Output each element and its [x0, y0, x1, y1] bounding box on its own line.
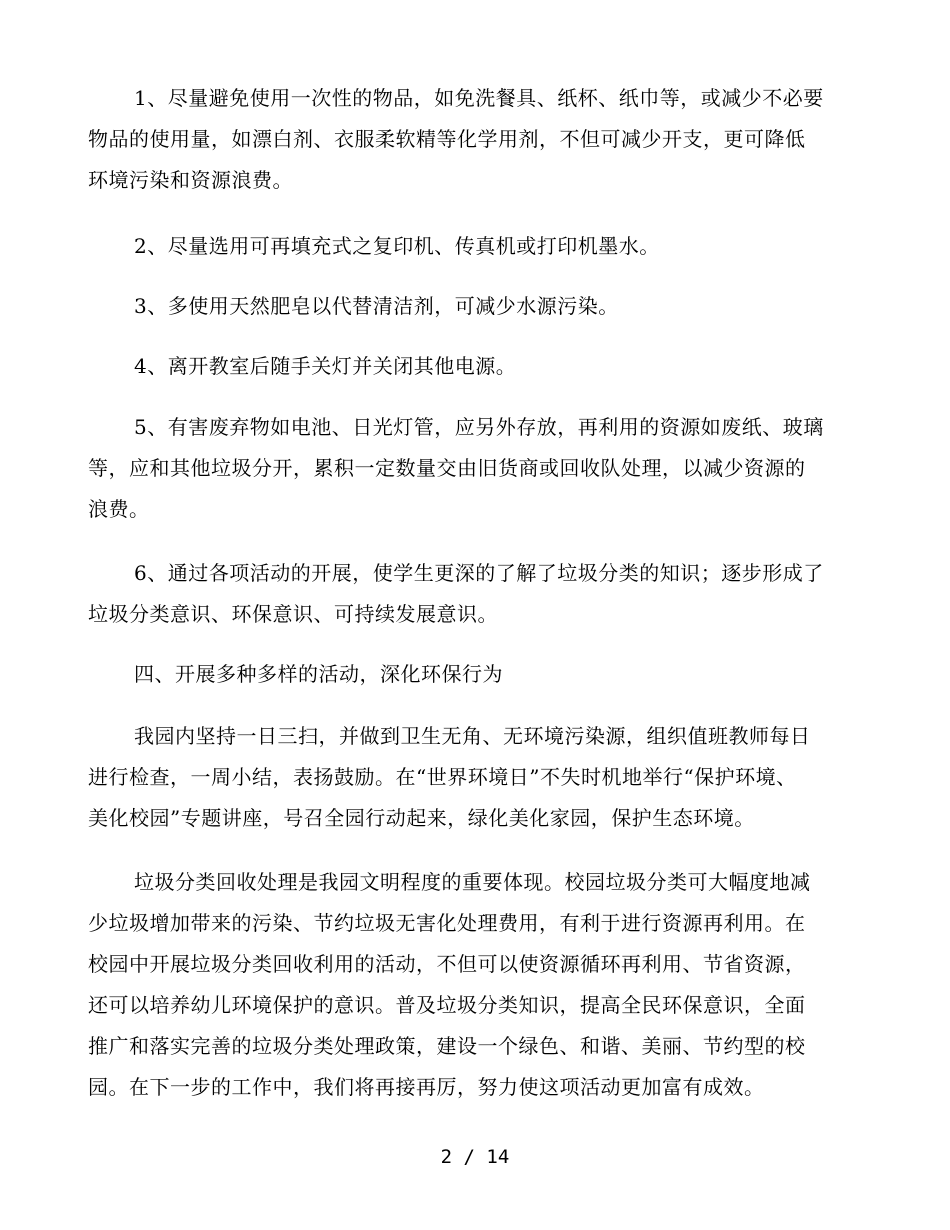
text-line: 环境污染和资源浪费。: [88, 168, 293, 192]
paragraph-item-4: [88, 346, 888, 387]
text-line: 园。在下一步的工作中，我们将再接再厉，努力使这项活动更加富有成效。: [88, 1075, 765, 1099]
text-line: 垃圾分类意识、环保意识、可持续发展意识。: [88, 602, 498, 626]
text-line: 1、尽量避免使用一次性的物品，如免洗餐具、纸杯、纸巾等，或减少不必要: [134, 86, 824, 110]
text-line: 还可以培养幼儿环境保护的意识。普及垃圾分类知识，提高全民环保意识，全面: [88, 993, 806, 1017]
page-number: 2 / 14: [440, 1146, 510, 1168]
text-line: 少垃圾增加带来的污染、节约垃圾无害化处理费用，有利于进行资源再利用。在: [88, 911, 806, 935]
text-line: 3、多使用天然肥皂以代替清洁剂，可减少水源污染。: [134, 294, 619, 318]
text-line: 垃圾分类回收处理是我园文明程度的重要体现。校园垃圾分类可大幅度地减: [134, 870, 811, 894]
paragraph-item-3: [88, 286, 888, 327]
paragraph-item-1: [88, 78, 888, 201]
text-line: 物品的使用量，如漂白剂、衣服柔软精等化学用剂，不但可减少开支，更可降低: [88, 127, 806, 151]
section-heading: [88, 654, 888, 695]
text-line: 推广和落实完善的垃圾分类处理政策，建设一个绿色、和谐、美丽、节约型的校: [88, 1034, 806, 1058]
text-line: 美化校园”专题讲座，号召全园行动起来，绿化美化家园，保护生态环境。: [88, 806, 755, 830]
text-line: 四、开展多种多样的活动，深化环保行为: [134, 662, 503, 686]
text-line: 5、有害废弃物如电池、日光灯管，应另外存放，再利用的资源如废纸、玻璃: [134, 415, 824, 439]
text-line: 等，应和其他垃圾分开，累积一定数量交由旧货商或回收队处理，以减少资源的: [88, 456, 806, 480]
text-line: 我园内坚持一日三扫，并做到卫生无角、无环境污染源，组织值班教师每日: [134, 724, 811, 748]
text-line: 2、尽量选用可再填充式之复印机、传真机或打印机墨水。: [134, 234, 660, 258]
paragraph-item-8: [88, 862, 888, 1108]
text-line: 6、通过各项活动的开展，使学生更深的了解了垃圾分类的知识；逐步形成了: [134, 561, 824, 585]
text-line: 校园中开展垃圾分类回收利用的活动，不但可以使资源循环再利用、节省资源，: [88, 952, 806, 976]
paragraph-item-6: [88, 553, 888, 635]
text-line: 浪费。: [88, 497, 150, 521]
paragraph-item-7: [88, 716, 888, 839]
text-line: 进行检查，一周小结，表扬鼓励。在“世界环境日”不失时机地举行“保护环境、: [88, 765, 797, 789]
text-line: 4、离开教室后随手关灯并关闭其他电源。: [134, 354, 517, 378]
paragraph-item-5: [88, 407, 888, 530]
paragraph-item-2: [88, 226, 888, 267]
